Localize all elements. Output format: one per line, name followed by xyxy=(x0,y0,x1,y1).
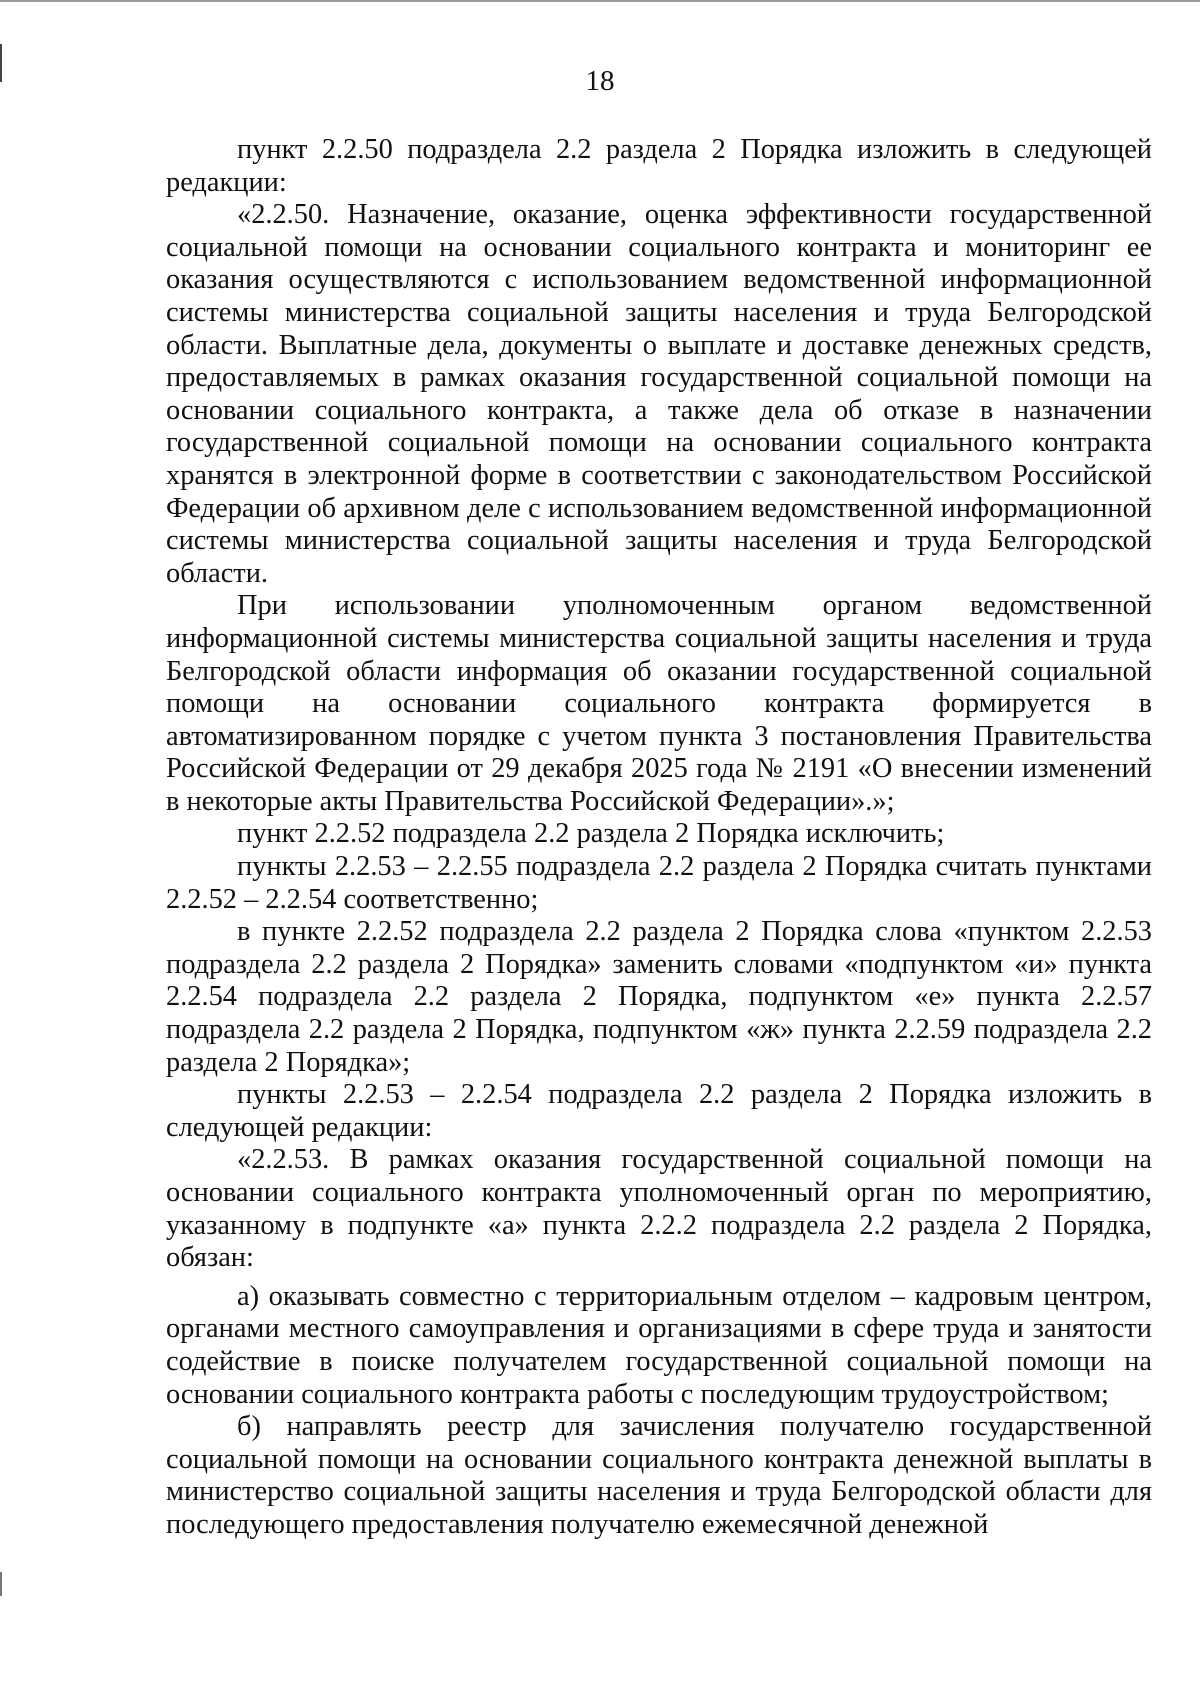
paragraph: «2.2.50. Назначение, оказание, оценка эффективности государственной социальной помощи на основании социального контракта и мониторинг ее оказания осуществляются с использованием ведомственной информационной системы министерства социальной защиты населения и труда Белгородской области. Выплатные дела, документы о выплате и доставке денежных средств, предоставляемых в рамках оказания государственной социальной помощи на основании социального контракта, а также дела об отказе в назначении государственной социальной помощи на основании социального контракта хранятся в электронной форме в соответствии с законодательством Российской Федерации об архивном деле с использованием ведомственной информационной системы министерства социальной защиты населения и труда Белгородской области. xyxy=(166,199,1152,589)
paragraph: б) направлять реестр для зачисления получателю государственной социальной помощи на основании социального контракта денежной выплаты в министерство социальной защиты населения и труда Белгородской области для последующего предоставления получателю ежемесячной денежной xyxy=(166,1411,1152,1540)
scan-edge-top xyxy=(0,0,1200,2)
paragraph: При использовании уполномоченным органом ведомственной информационной системы министерства социальной защиты населения и труда Белгородской области информация об оказании государственной социальной помощи на основании социального контракта формируется в автоматизированном порядке с учетом пункта 3 постановления Правительства Российской Федерации от 29 декабря 2025 года № 2191 «О внесении изменений в некоторые акты Правительства Российской Федерации».»; xyxy=(166,590,1152,817)
paragraph: «2.2.53. В рамках оказания государственной социальной помощи на основании социального контракта уполномоченный орган по мероприятию, указанному в подпункте «а» пункта 2.2.2 подраздела 2.2 раздела 2 Порядка, обязан: xyxy=(166,1144,1152,1274)
scan-mark-left xyxy=(0,1572,2,1596)
paragraph: а) оказывать совместно с территориальным отделом – кадровым центром, органами местного самоуправления и организациями в сфере труда и занятости содействие в поиске получателем государственной социальной помощи на основании социального контракта работы с последующим трудоустройством; xyxy=(166,1280,1152,1410)
paragraph: пункты 2.2.53 – 2.2.54 подраздела 2.2 раздела 2 Порядка изложить в следующей редакции: xyxy=(166,1079,1152,1143)
page-number: 18 xyxy=(585,65,615,97)
paragraph: в пункте 2.2.52 подраздела 2.2 раздела 2 Порядка слова «пунктом 2.2.53 подраздела 2.2 раздела 2 Порядка» заменить словами «подпунктом «и» пункта 2.2.54 подраздела 2.2 раздела 2 Порядка, подпунктом «е» пункта 2.2.57 подраздела 2.2 раздела 2 Порядка, подпунктом «ж» пункта 2.2.59 подраздела 2.2 раздела 2 Порядка»; xyxy=(166,916,1152,1078)
paragraph: пункт 2.2.52 подраздела 2.2 раздела 2 Порядка исключить; xyxy=(237,818,945,850)
paragraph: пункт 2.2.50 подраздела 2.2 раздела 2 Порядка изложить в следующей редакции: xyxy=(166,134,1152,198)
document-body xyxy=(166,134,1152,1542)
paragraph: пункты 2.2.53 – 2.2.55 подраздела 2.2 раздела 2 Порядка считать пунктами 2.2.52 – 2.2.54 соответственно; xyxy=(166,851,1152,915)
